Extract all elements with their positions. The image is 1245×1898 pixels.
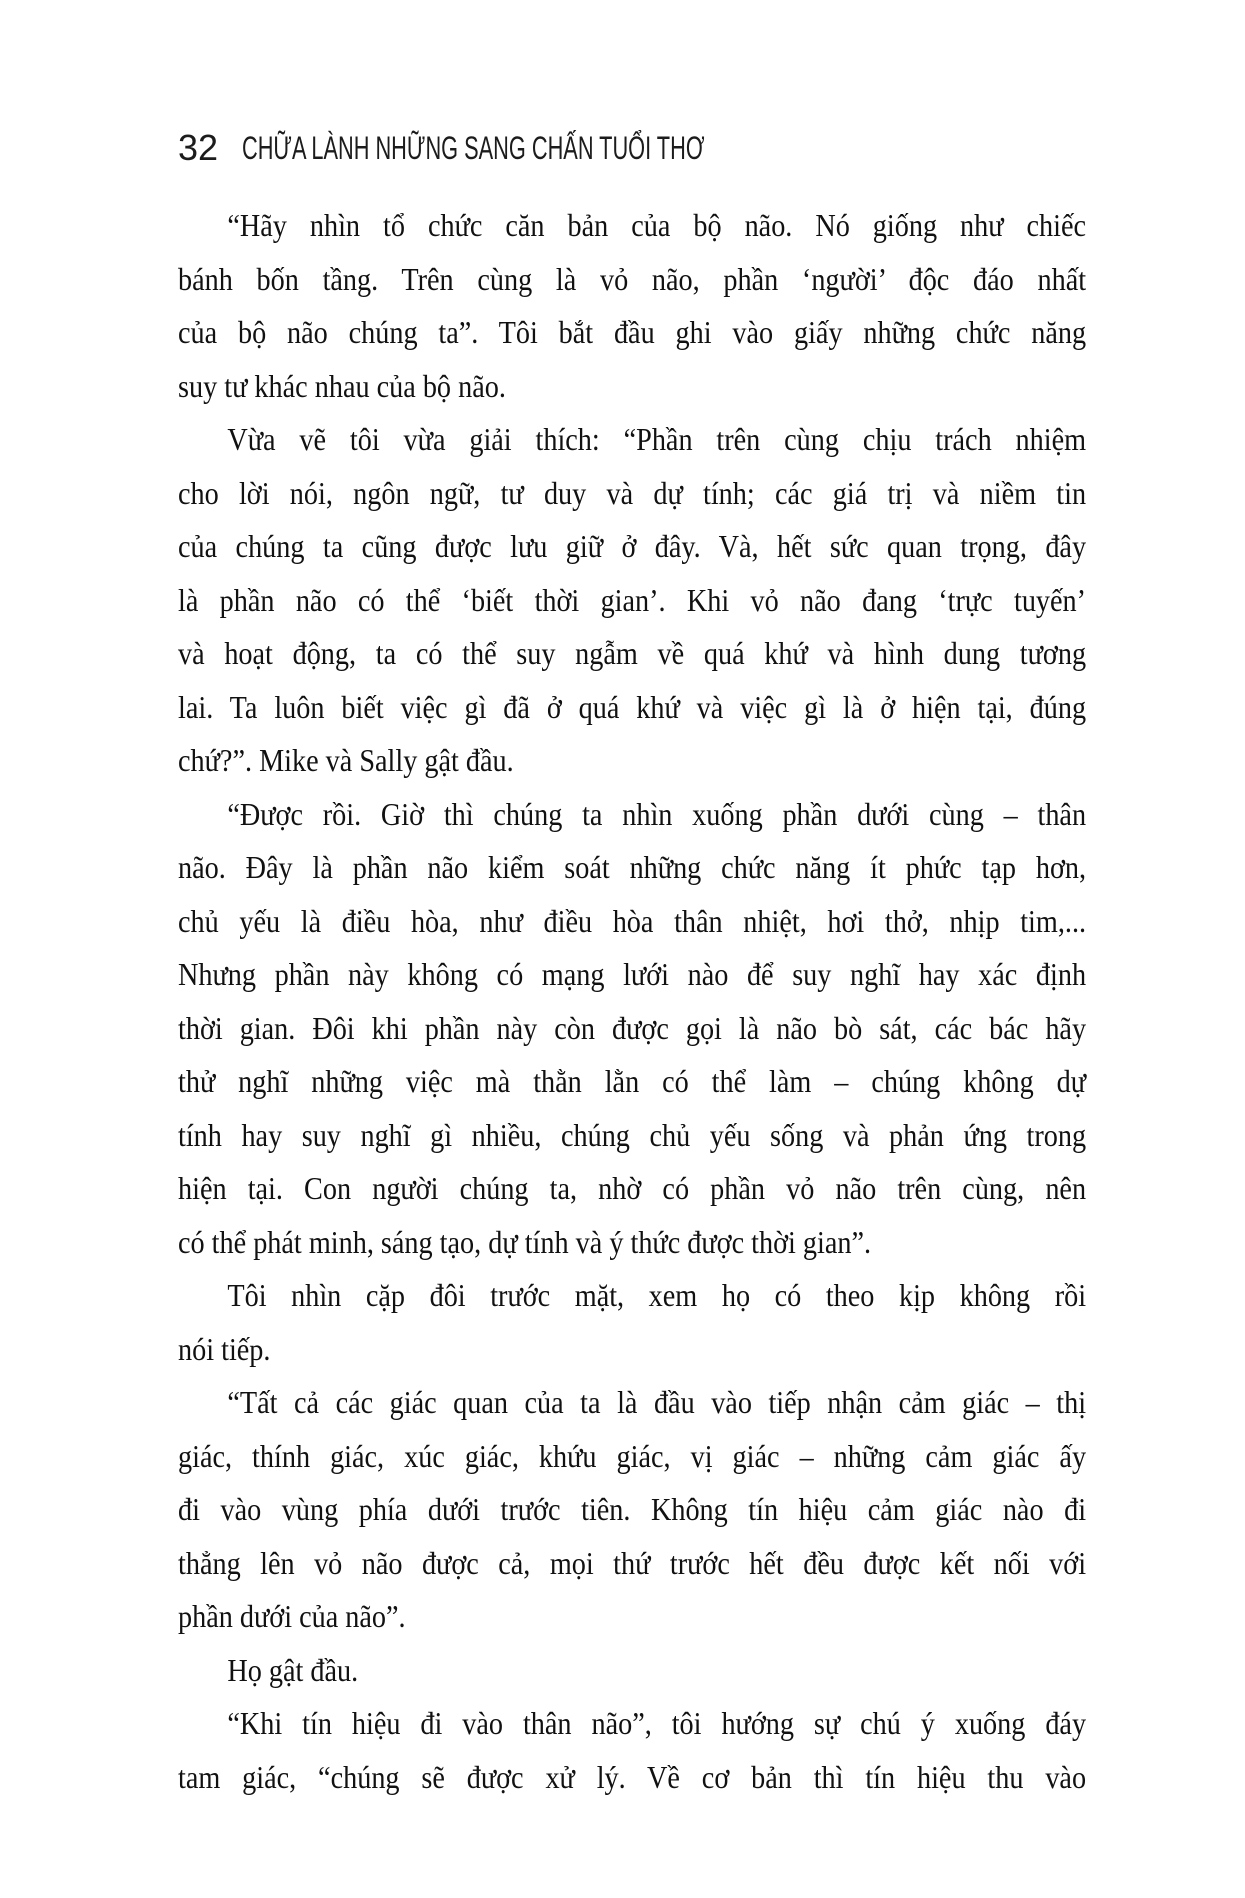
page-number: 32 [178,127,219,168]
text-line: Họ gật đầu. [227,1651,359,1688]
text-line: “Khi tín hiệu đi vào thân não”, tôi hướng sự chú ý xuống đáy [227,1705,1087,1741]
text-line: nói tiếp. [178,1330,271,1367]
text-line: não. Đây là phần não kiểm soát những chức năng ít phức tạp hơn, [178,849,1087,885]
text-line: của bộ não chúng ta”. Tôi bắt đầu ghi vào giấy những chức năng [178,314,1087,350]
text-line: Tôi nhìn cặp đôi trước mặt, xem họ có theo kịp không rồi [227,1277,1087,1313]
paragraph [178,788,1086,1270]
text-line: thẳng lên vỏ não được cả, mọi thứ trước hết đều được kết nối với [178,1544,1087,1581]
paragraph [178,413,1086,788]
text-line: cho lời nói, ngôn ngữ, tư duy và dự tính; các giá trị và niềm tin [178,474,1087,511]
text-line: đi vào vùng phía dưới trước tiên. Không tín hiệu cảm giác nào đi [178,1491,1087,1527]
running-title: CHỮA LÀNH NHỮNG SANG CHẤN TUỔI THƠ [242,130,705,166]
text-line: “Tất cả các giác quan của ta là đầu vào tiếp nhận cảm giác – thị [227,1384,1087,1420]
paragraph [178,1697,1086,1804]
paragraph [178,1644,1086,1698]
text-line: của chúng ta cũng được lưu giữ ở đây. Và, hết sức quan trọng, đây [178,528,1087,564]
text-line: suy tư khác nhau của bộ não. [178,367,506,404]
text-line: chứ?”. Mike và Sally gật đầu. [178,742,514,778]
text-line: thời gian. Đôi khi phần này còn được gọi là não bò sát, các bác hãy [178,1009,1087,1046]
paragraph [178,199,1086,413]
text-line: tính hay suy nghĩ gì nhiều, chúng chủ yếu sống và phản ứng trong [178,1116,1087,1153]
body-text [178,199,1086,1804]
text-line: giác, thính giác, xúc giác, khứu giác, vị giác – những cảm giác ấy [178,1437,1087,1474]
text-line: “Hãy nhìn tổ chức căn bản của bộ não. Nó giống như chiếc [227,207,1087,243]
text-line: thử nghĩ những việc mà thằn lằn có thể làm – chúng không dự [178,1063,1087,1099]
text-line: “Được rồi. Giờ thì chúng ta nhìn xuống phần dưới cùng – thân [227,795,1087,832]
text-line: hiện tại. Con người chúng ta, nhờ có phần vỏ não trên cùng, nên [178,1170,1087,1206]
text-line: bánh bốn tầng. Trên cùng là vỏ não, phần ‘người’ độc đáo nhất [178,260,1087,297]
text-line: có thể phát minh, sáng tạo, dự tính và ý thức được thời gian”. [178,1223,872,1260]
paragraph [178,1376,1086,1644]
running-head [178,127,922,168]
text-line: và hoạt động, ta có thể suy ngẫm về quá khứ và hình dung tương [178,635,1087,671]
text-line: phần dưới của não”. [178,1598,406,1634]
text-line: chủ yếu là điều hòa, như điều hòa thân nhiệt, hơi thở, nhịp tim,... [178,902,1087,939]
text-line: lai. Ta luôn biết việc gì đã ở quá khứ và việc gì là ở hiện tại, đúng [178,688,1087,725]
text-line: Nhưng phần này không có mạng lưới nào để suy nghĩ hay xác định [178,956,1087,992]
text-line: tam giác, “chúng sẽ được xử lý. Về cơ bản thì tín hiệu thu vào [178,1758,1087,1795]
text-line: là phần não có thể ‘biết thời gian’. Khi vỏ não đang ‘trực tuyến’ [178,581,1087,618]
text-line: Vừa vẽ tôi vừa giải thích: “Phần trên cùng chịu trách nhiệm [227,421,1087,457]
paragraph [178,1269,1086,1376]
